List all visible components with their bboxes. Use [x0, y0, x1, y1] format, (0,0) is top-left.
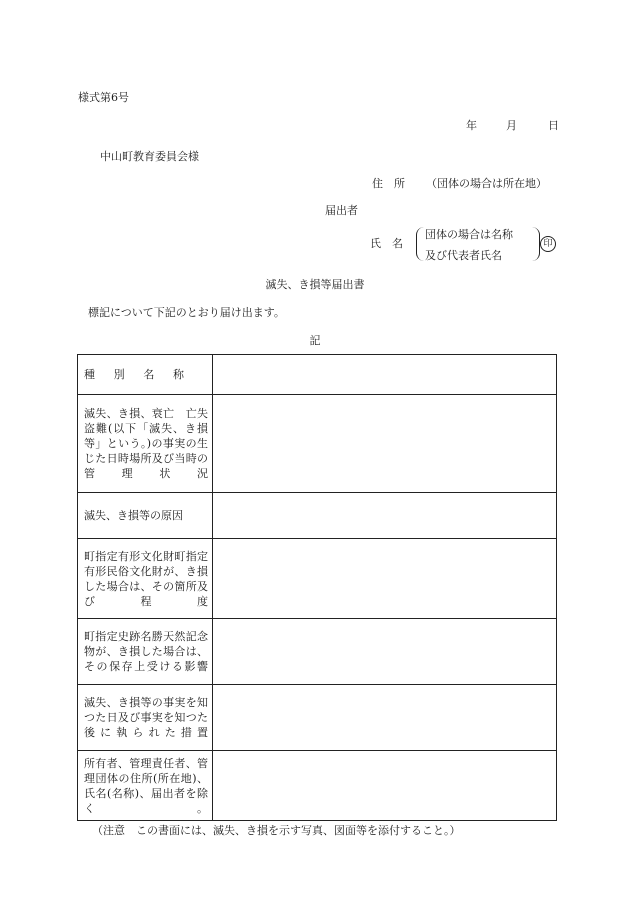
intro-text: 標記について下記のとおり届け出ます。 — [88, 306, 285, 319]
form-number: 様式第6号 — [78, 91, 129, 104]
document-title: 滅失、き損等届出書 — [265, 278, 365, 291]
notifier-label: 届出者 — [325, 204, 358, 217]
row-value-measures-taken[interactable] — [213, 685, 557, 751]
label-char: 種 — [84, 368, 95, 381]
row-value-cause[interactable] — [213, 493, 557, 539]
row-value-category-name[interactable] — [213, 355, 557, 395]
row-value-loss-circumstances[interactable] — [213, 395, 557, 493]
name-bracket-line1: 団体の場合は名称 — [425, 228, 513, 241]
date-year: 年 — [466, 119, 477, 132]
address-note: （団体の場合は所在地） — [426, 177, 547, 190]
row-value-monument-impact[interactable] — [213, 619, 557, 685]
table-row — [78, 355, 557, 395]
table-row — [78, 539, 557, 619]
ki-heading: 記 — [309, 334, 321, 347]
label-char: 称 — [172, 368, 184, 381]
date-day: 日 — [548, 119, 559, 132]
name-label: 氏 名 — [370, 237, 403, 250]
row-label-tangible-damage: 町指定有形文化財町指定有形民俗文化財が、き損した場合は、その箇所及び程度 — [78, 539, 213, 619]
address-line — [372, 178, 547, 189]
table-row — [78, 493, 557, 539]
label-char: 名 — [143, 368, 155, 381]
report-table — [77, 354, 557, 821]
row-label-monument-impact: 町指定史跡名勝天然記念物が、き損した場合は、その保存上受ける影響 — [78, 619, 213, 685]
row-label-chars — [84, 367, 184, 382]
date-line — [466, 120, 559, 131]
table-row — [78, 751, 557, 821]
address-label: 住 所 — [372, 177, 405, 190]
table-row — [78, 395, 557, 493]
label-char: 別 — [113, 368, 125, 381]
row-value-owner-info[interactable] — [213, 751, 557, 821]
row-label-measures-taken: 滅失、き損等の事実を知つた日及び事実を知つた後に執られた措置 — [78, 685, 213, 751]
footnote: （注意 この書面には、滅失、き損を示す写真、図面等を添付すること。） — [92, 824, 461, 837]
date-month: 月 — [506, 119, 517, 132]
table-row — [78, 619, 557, 685]
table-row — [78, 685, 557, 751]
row-label-owner-info: 所有者、管理責任者、管理団体の住所(所在地)、氏名(名称)、届出者を除く。 — [78, 751, 213, 821]
row-label-cause: 滅失、き損等の原因 — [78, 493, 213, 539]
name-bracket-line2: 及び代表者氏名 — [425, 249, 502, 262]
row-label-category-name — [78, 355, 213, 395]
row-label-loss-circumstances: 滅失、き損、衰亡 亡失盗難(以下「滅失、き損等」という。)の事実の生じた日時場所及び当時の管理状況 — [78, 395, 213, 493]
seal-mark: 印 — [540, 236, 556, 252]
row-value-tangible-damage[interactable] — [213, 539, 557, 619]
addressee: 中山町教育委員会様 — [100, 150, 199, 163]
